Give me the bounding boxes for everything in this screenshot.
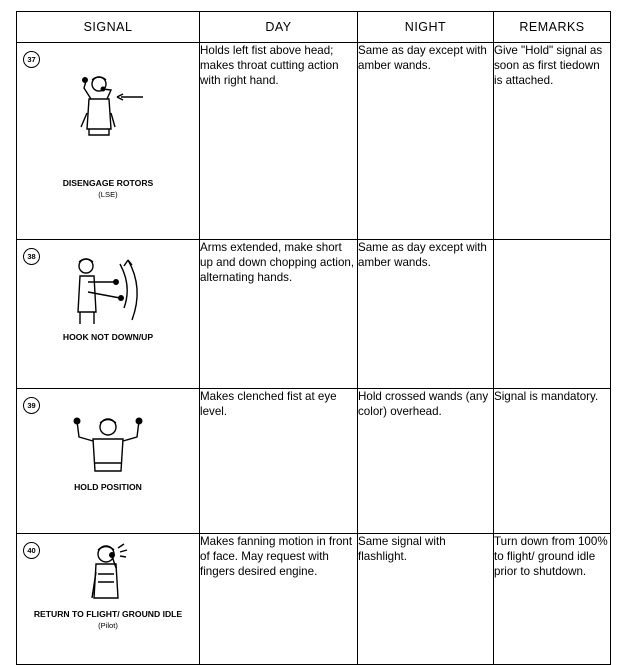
- table-row: [17, 389, 611, 534]
- hook-not-down-up-illustration: [58, 252, 158, 332]
- night-cell: Same signal with flashlight.: [358, 534, 494, 665]
- signal-number: 37: [23, 51, 40, 68]
- signal-caption: [17, 481, 199, 493]
- signal-name: DISENGAGE ROTORS: [62, 178, 154, 188]
- day-cell: Makes clenched fist at eye level.: [200, 389, 358, 534]
- table-row: [17, 240, 611, 389]
- signal-number: 39: [23, 397, 40, 414]
- signals-table: [16, 11, 611, 665]
- table-row: [17, 534, 611, 665]
- hold-position-illustration: [63, 413, 153, 483]
- signal-caption: [17, 177, 199, 201]
- remarks-cell: [494, 240, 611, 389]
- header-day: DAY: [200, 12, 358, 43]
- header-signal: SIGNAL: [17, 12, 200, 43]
- header-remarks: REMARKS: [494, 12, 611, 43]
- signal-name: HOLD POSITION: [74, 482, 142, 492]
- signal-name: HOOK NOT DOWN/UP: [62, 332, 154, 342]
- signal-cell: [17, 534, 200, 665]
- signal-caption: [17, 331, 199, 343]
- signal-cell: [17, 389, 200, 534]
- day-cell: Holds left fist above head; makes throat cutting action with right hand.: [200, 43, 358, 240]
- header-row: [17, 12, 611, 43]
- table-row: [17, 43, 611, 240]
- signal-number: 40: [23, 542, 40, 559]
- remarks-cell: Give "Hold" signal as soon as first tiedown is attached.: [494, 43, 611, 240]
- signal-name: RETURN TO FLIGHT/ GROUND IDLE: [33, 609, 183, 619]
- remarks-cell: Turn down from 100% to flight/ ground idle prior to shutdown.: [494, 534, 611, 665]
- night-cell: Same as day except with amber wands.: [358, 240, 494, 389]
- day-cell: Arms extended, make short up and down chopping action, alternating hands.: [200, 240, 358, 389]
- signal-subtitle: (Pilot): [98, 621, 118, 630]
- remarks-cell: Signal is mandatory.: [494, 389, 611, 534]
- header-night: NIGHT: [358, 12, 494, 43]
- signal-number: 38: [23, 248, 40, 265]
- return-to-flight-illustration: [68, 542, 148, 604]
- night-cell: Hold crossed wands (any color) overhead.: [358, 389, 494, 534]
- day-cell: Makes fanning motion in front of face. May request with fingers desired engine.: [200, 534, 358, 665]
- signal-cell: [17, 43, 200, 240]
- signal-subtitle: (LSE): [98, 190, 118, 199]
- night-cell: Same as day except with amber wands.: [358, 43, 494, 240]
- signal-cell: [17, 240, 200, 389]
- signal-caption: [17, 608, 199, 632]
- disengage-rotors-illustration: [63, 71, 153, 161]
